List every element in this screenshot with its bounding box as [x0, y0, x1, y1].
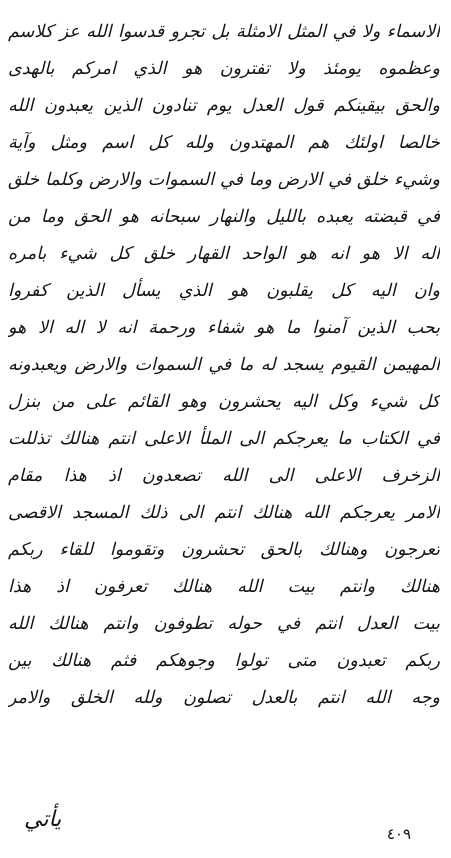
manuscript-line: هنالك وانتم بيت الله هنالك تعرفون اذ هذا: [8, 577, 440, 597]
manuscript-line: اله الا هو انه هو الواحد القهار خلق كل شيء بامره: [8, 244, 440, 264]
manuscript-line: بحب الذين آمنوا ما هو شفاء ورحمة انه لا اله الا هو: [8, 318, 440, 338]
manuscript-text-block: [8, 14, 440, 717]
catchword: يأتي: [24, 807, 62, 832]
manuscript-line: وشيء خلق في الارض وما في السموات والارض وكلما خلق: [8, 170, 440, 190]
manuscript-line: كل شيء وكل اليه يحشرون وهو القائم على من بنزل: [8, 392, 440, 412]
manuscript-line: والحق بيقينكم قول العدل يوم تنادون الذين يعبدون الله: [8, 96, 440, 116]
manuscript-line: الاسماء ولا في المثل الامثلة بل تجرو قدسوا الله عز كلاسم: [8, 22, 440, 42]
manuscript-line: بيت العدل انتم في حوله تطوفون وانتم هنالك الله: [8, 614, 440, 634]
manuscript-line: الزخرف الاعلى الى الله تصعدون اذ هذا مقام: [8, 466, 440, 486]
manuscript-line: وعظموه يومئذ ولا تفترون هو الذي امركم بالهدى: [8, 59, 440, 79]
manuscript-line: وجه الله انتم بالعدل تصلون ولله الخلق والامر: [8, 688, 440, 708]
manuscript-line: الامر يعرجكم الله هنالك انتم الى ذلك المسجد الاقصى: [8, 503, 440, 523]
manuscript-line: ربكم تعبدون متى تولوا وجوهكم فثم هنالك بين: [8, 651, 440, 671]
manuscript-line: تعرجون وهنالك بالحق تحشرون وتقوموا للقاء ربكم: [8, 540, 440, 560]
manuscript-line: في الكتاب ما يعرجكم الى الملأ الاعلى انتم هنالك تذللت: [8, 429, 440, 449]
manuscript-line: في قبضته يعبده بالليل والنهار سبحانه هو الحق وما من: [8, 207, 440, 227]
page-number: ٤٠٩: [386, 825, 411, 843]
manuscript-line: خالصا اولئك هم المهتدون ولله كل اسم ومثل وآية: [8, 133, 440, 153]
manuscript-line: المهيمن القيوم يسجد له ما في السموات والارض ويعبدونه: [8, 355, 440, 375]
manuscript-line: وان اليه كل يقلبون هو الذي يسأل الذين كفروا: [8, 281, 440, 301]
